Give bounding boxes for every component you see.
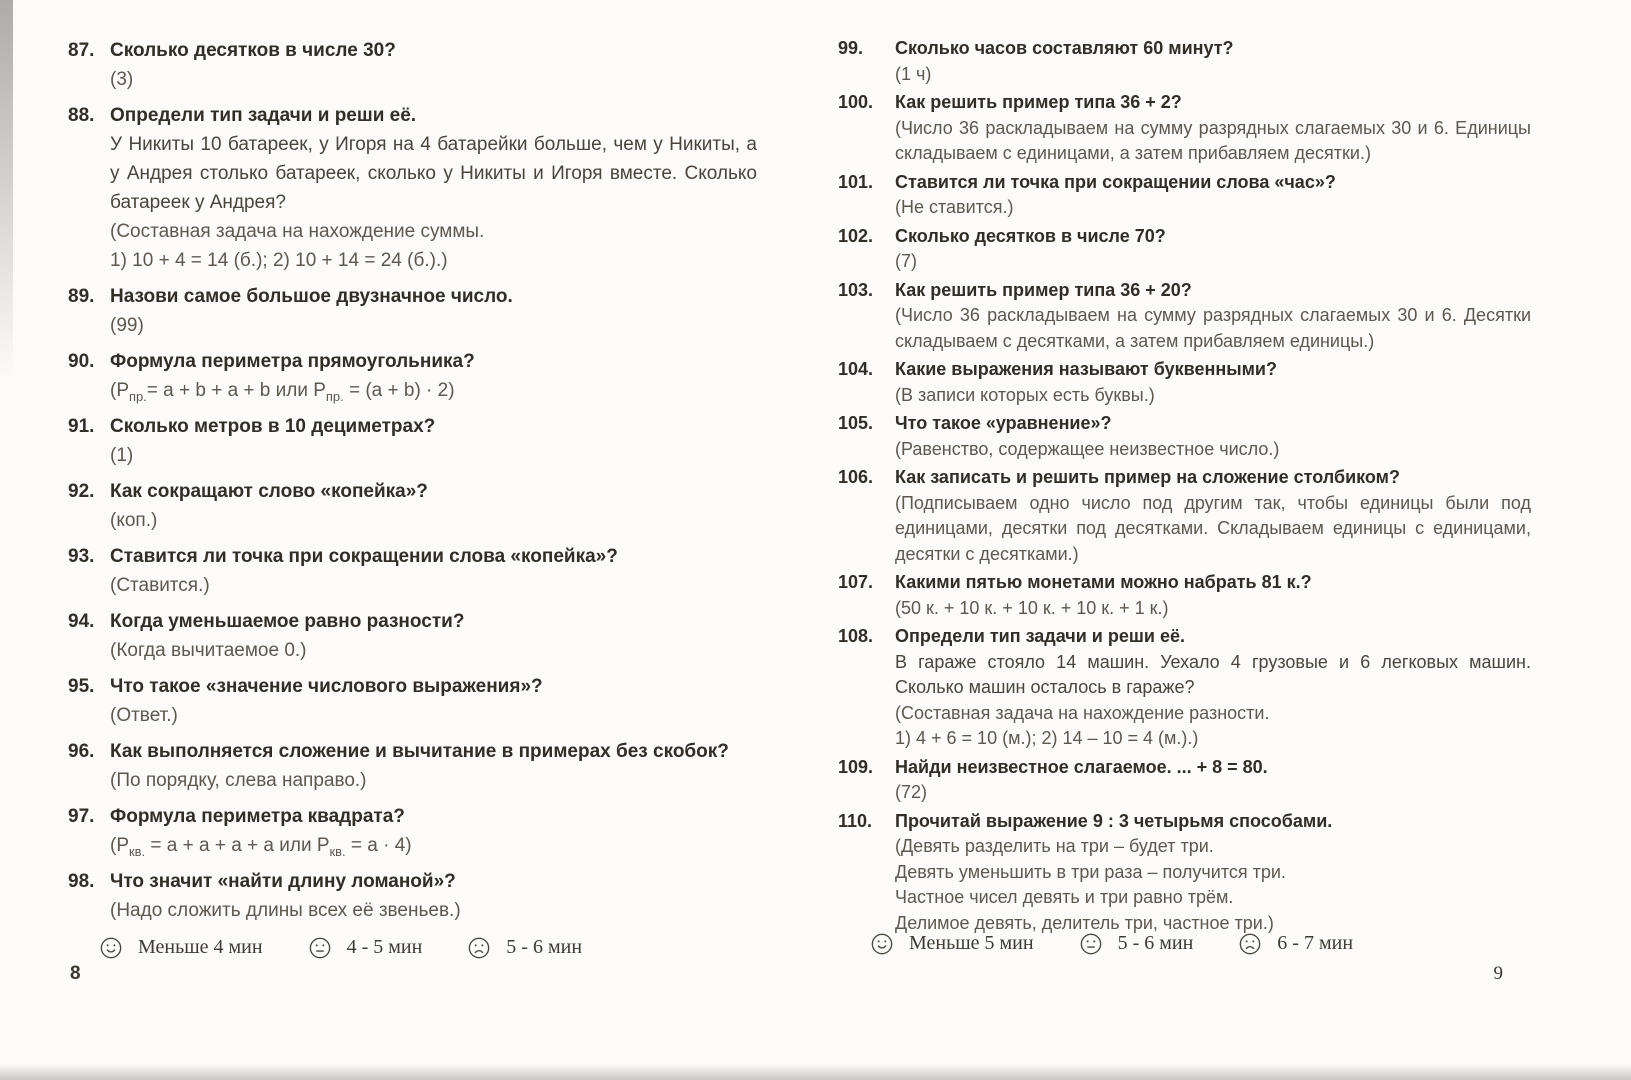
happy-face-icon: [871, 933, 893, 955]
question-item: [68, 542, 757, 600]
question-content: [110, 672, 757, 730]
question-number: 87.: [68, 40, 95, 61]
question-text: Как решить пример типа 36 + 2?: [895, 92, 1182, 112]
question-number: 93.: [68, 546, 95, 567]
question-list: [838, 36, 1531, 936]
question-text: Что такое «значение числового выражения»?: [110, 676, 543, 697]
question-content: [110, 477, 757, 535]
question-text: Назови самое большое двузначное число.: [110, 286, 513, 307]
question-answer: (Девять разделить на три – будет три.: [895, 836, 1214, 856]
question-content: [895, 411, 1531, 462]
question-answer: ($P_{кв.} = a + a + a + a$ или $P_{кв.} = a \cdot 4$): [110, 835, 412, 859]
question-answer: (Число 36 раскладываем на сумму разрядных слагаемых 30 и 6. Десятки складываем с десятками, а затем прибавляем единицы.): [895, 305, 1531, 351]
question-text: Найди неизвестное слагаемое. ... + 8 = 80.: [895, 756, 1268, 777]
timing-label: 5 - 6 мин: [506, 936, 583, 958]
question-number: 94.: [68, 611, 95, 632]
question-answer: (Равенство, содержащее неизвестное число.): [895, 438, 1280, 459]
question-text: Определи тип задачи и реши её.: [895, 626, 1185, 646]
question-number: 95.: [68, 676, 95, 697]
neutral-face-icon: [309, 937, 331, 959]
question-item: [838, 278, 1531, 355]
question-text: Формула периметра прямоугольника?: [110, 351, 475, 372]
timing-footer-item: [1080, 932, 1194, 955]
question-number: 108.: [838, 626, 874, 646]
question-answer: (99): [110, 315, 144, 336]
question-list: [68, 36, 757, 925]
question-content: [895, 224, 1531, 275]
question-answer: (1 ч): [895, 63, 932, 84]
question-content: [110, 36, 757, 94]
question-answer: (72): [895, 782, 928, 802]
question-item: [838, 755, 1531, 806]
question-item: [838, 624, 1531, 752]
timing-label: Меньше 5 мин: [909, 932, 1034, 954]
question-body: У Никиты 10 батареек, у Игоря на 4 батарейки больше, чем у Никиты, а у Андрея столько батареек, сколько у Никиты и Игоря вместе. Сколько батареек у Андрея?: [110, 134, 757, 213]
question-answer: Делимое девять, делитель три, частное три.): [895, 912, 1274, 933]
sad-face-icon: [1239, 933, 1261, 955]
question-answer: (По порядку, слева направо.): [110, 770, 367, 791]
question-text: Как выполняется сложение и вычитание в примерах без скобок?: [110, 741, 729, 762]
page-number: 8: [70, 963, 81, 984]
question-item: [68, 101, 757, 275]
question-content: [110, 802, 757, 860]
page-right: [815, 0, 1631, 1080]
question-number: 106.: [838, 467, 874, 487]
question-text: Формула периметра квадрата?: [110, 806, 405, 827]
timing-footer-item: [1239, 932, 1353, 955]
timing-footer-item: [871, 932, 1034, 955]
timing-label: 4 - 5 мин: [346, 936, 423, 958]
question-item: [68, 347, 757, 405]
question-item: [68, 412, 757, 470]
question-item: [68, 477, 757, 535]
question-text: Как записать и решить пример на сложение столбиком?: [895, 467, 1400, 487]
question-body: В гараже стояло 14 машин. Уехало 4 грузовые и 6 легковых машин. Сколько машин осталось в гараже?: [895, 651, 1531, 697]
question-text: Что такое «уравнение»?: [895, 413, 1112, 433]
question-answer: (1): [110, 445, 134, 466]
question-number: 98.: [68, 871, 95, 892]
question-item: [68, 737, 757, 795]
timing-footer-item: [100, 936, 263, 959]
question-text: Ставится ли точка при сокращении слова «час»?: [895, 171, 1336, 192]
question-answer: (Когда вычитаемое 0.): [110, 640, 307, 661]
question-text: Прочитай выражение 9 : 3 четырьмя способами.: [895, 810, 1333, 831]
question-item: [68, 36, 757, 94]
question-answer: (Надо сложить длины всех её звеньев.): [110, 900, 461, 921]
question-number: 109.: [838, 756, 874, 777]
timing-label: 6 - 7 мин: [1277, 932, 1354, 954]
question-content: [110, 282, 757, 340]
question-number: 102.: [838, 225, 874, 246]
page-left: [0, 0, 815, 1080]
question-answer: (Составная задача на нахождение разности.: [895, 702, 1270, 723]
question-answer: (В записи которых есть буквы.): [895, 384, 1155, 405]
question-answer: (Подписываем одно число под другим так, чтобы единицы были под единицами, десятки под десятками. Складываем единицы с единицами, десятки с десятками.): [895, 492, 1531, 564]
question-answer: (Число 36 раскладываем на сумму разрядных слагаемых 30 и 6. Единицы складываем с единицами, а затем прибавляем десятки.): [895, 117, 1531, 163]
question-item: [838, 465, 1531, 567]
question-item: [838, 411, 1531, 462]
question-text: Ставится ли точка при сокращении слова «копейка»?: [110, 546, 618, 567]
question-number: 100.: [838, 92, 874, 112]
question-answer: (Не ставится.): [895, 197, 1014, 217]
timing-label: Меньше 4 мин: [138, 936, 263, 958]
question-number: 104.: [838, 359, 874, 379]
timing-footer: [871, 932, 1399, 955]
question-item: [838, 224, 1531, 275]
question-content: [895, 278, 1531, 355]
happy-face-icon: [100, 937, 122, 959]
question-number: 92.: [68, 481, 95, 502]
question-number: 101.: [838, 171, 874, 192]
question-item: [838, 36, 1531, 87]
question-number: 88.: [68, 105, 95, 126]
question-text: Определи тип задачи и реши её.: [110, 105, 417, 126]
question-number: 90.: [68, 351, 95, 372]
timing-footer-item: [468, 936, 582, 959]
question-content: [110, 542, 757, 600]
question-answer: (Ответ.): [110, 705, 178, 726]
question-item: [838, 170, 1531, 221]
question-text: Сколько метров в 10 дециметрах?: [110, 416, 436, 437]
question-answer: 1) 10 + 4 = 14 (б.); 2) 10 + 14 = 24 (б.).): [110, 250, 448, 271]
question-item: [68, 802, 757, 860]
page-number: 9: [1493, 963, 1503, 984]
question-content: [895, 809, 1531, 937]
question-item: [838, 570, 1531, 621]
neutral-face-icon: [1080, 933, 1102, 955]
question-content: [895, 570, 1531, 621]
question-content: [895, 36, 1531, 87]
question-number: 99.: [838, 38, 864, 58]
question-content: [895, 465, 1531, 567]
question-text: Сколько часов составляют 60 минут?: [895, 38, 1234, 58]
question-answer: (Составная задача на нахождение суммы.: [110, 221, 485, 242]
question-content: [110, 737, 757, 795]
question-number: 89.: [68, 286, 95, 307]
question-item: [68, 867, 757, 925]
question-number: 105.: [838, 413, 874, 433]
question-item: [838, 90, 1531, 167]
question-answer: Девять уменьшить в три раза – получится три.: [895, 861, 1286, 882]
question-item: [838, 809, 1531, 937]
question-content: [110, 867, 757, 925]
question-answer: (50 к. + 10 к. + 10 к. + 10 к. + 1 к.): [895, 597, 1169, 618]
question-text: Что значит «найти длину ломаной»?: [110, 871, 456, 892]
question-content: [895, 624, 1531, 752]
question-answer: (коп.): [110, 510, 158, 531]
question-content: [895, 357, 1531, 408]
question-content: [110, 607, 757, 665]
question-number: 103.: [838, 279, 874, 300]
question-content: [110, 412, 757, 470]
question-answer: (7): [895, 251, 917, 271]
question-text: Сколько десятков в числе 70?: [895, 225, 1166, 246]
question-item: [838, 357, 1531, 408]
question-content: [895, 755, 1531, 806]
question-content: [110, 101, 757, 275]
question-item: [68, 282, 757, 340]
question-text: Какими пятью монетами можно набрать 81 к.?: [895, 572, 1312, 592]
timing-footer-item: [309, 936, 423, 959]
question-text: Как решить пример типа 36 + 20?: [895, 279, 1192, 300]
question-text: Когда уменьшаемое равно разности?: [110, 611, 465, 632]
question-text: Как сокращают слово «копейка»?: [110, 481, 428, 502]
question-item: [68, 672, 757, 730]
sad-face-icon: [468, 937, 490, 959]
question-answer: (Ставится.): [110, 575, 210, 596]
question-text: Какие выражения называют буквенными?: [895, 359, 1277, 379]
question-number: 107.: [838, 572, 874, 592]
question-number: 97.: [68, 806, 95, 827]
question-answer: ($P_{пр.}= a + b + a + b$ или $P_{пр.} = (a + b) \cdot 2$): [110, 380, 455, 404]
question-content: [110, 347, 757, 405]
question-number: 91.: [68, 416, 95, 437]
timing-label: 5 - 6 мин: [1117, 932, 1194, 954]
question-number: 96.: [68, 741, 95, 762]
question-text: Сколько десятков в числе 30?: [110, 40, 396, 61]
question-number: 110.: [838, 810, 873, 831]
question-answer: (3): [110, 69, 134, 90]
question-content: [895, 170, 1531, 221]
question-content: [895, 90, 1531, 167]
question-item: [68, 607, 757, 665]
timing-footer: [100, 936, 628, 959]
question-answer: Частное чисел девять и три равно трём.: [895, 887, 1234, 907]
question-answer: 1) 4 + 6 = 10 (м.); 2) 14 – 10 = 4 (м.).): [895, 728, 1199, 748]
